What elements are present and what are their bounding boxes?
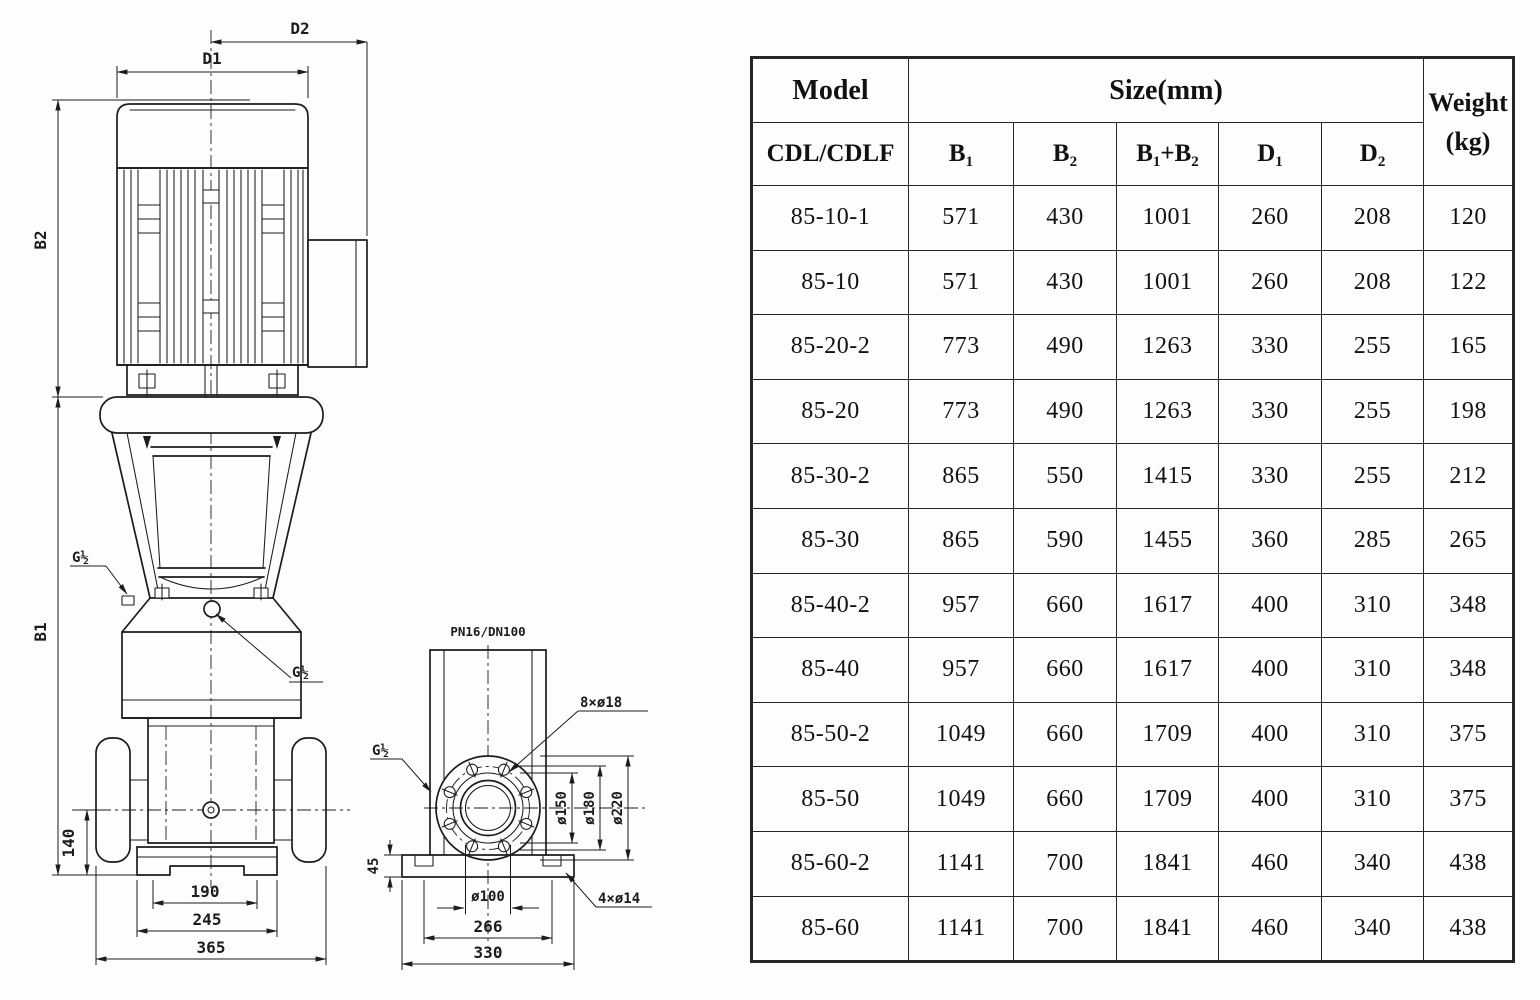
value-cell: 571 xyxy=(909,250,1014,315)
value-cell: 1617 xyxy=(1117,573,1219,638)
value-cell: 700 xyxy=(1014,896,1117,962)
model-cell: 85-60-2 xyxy=(752,831,909,896)
dim-label-d150: ø150 xyxy=(554,791,570,825)
value-cell: 340 xyxy=(1322,831,1424,896)
dim-label-d1: D1 xyxy=(202,49,222,68)
pump-shroud xyxy=(112,433,311,598)
value-cell: 660 xyxy=(1014,767,1117,832)
value-cell: 550 xyxy=(1014,444,1117,509)
port-label-g12-center: G½ xyxy=(292,665,309,681)
value-cell: 208 xyxy=(1322,186,1424,251)
value-cell: 571 xyxy=(909,186,1014,251)
model-cell: 85-40-2 xyxy=(752,573,909,638)
header-label-part: 1 xyxy=(1275,154,1283,170)
base-holes-label: 4×ø14 xyxy=(598,891,641,907)
model-header: Model xyxy=(752,58,909,123)
header-label-part: B xyxy=(1136,140,1153,167)
value-cell: 430 xyxy=(1014,186,1117,251)
bolt-holes-label: 8×ø18 xyxy=(580,695,623,711)
model-cell: 85-30-2 xyxy=(752,444,909,509)
value-cell: 165 xyxy=(1424,315,1514,380)
value-cell: 773 xyxy=(909,379,1014,444)
value-cell: 400 xyxy=(1219,638,1322,703)
coupling-bolts xyxy=(139,365,285,397)
table-row xyxy=(752,508,1514,573)
dim-label-d2: D2 xyxy=(290,19,310,38)
dim-label-d100: ø100 xyxy=(471,889,505,905)
dim-label-b1: B1 xyxy=(31,622,50,642)
value-cell: 400 xyxy=(1219,767,1322,832)
value-cell: 340 xyxy=(1322,896,1424,962)
value-cell: 310 xyxy=(1322,767,1424,832)
header-label-part: 1 xyxy=(1152,154,1161,170)
size-header: Size(mm) xyxy=(909,58,1424,123)
model-cell: 85-20 xyxy=(752,379,909,444)
value-cell: 438 xyxy=(1424,896,1514,962)
header-label-part: D xyxy=(1359,140,1378,167)
table-subheader-row xyxy=(752,123,1514,186)
value-cell: 430 xyxy=(1014,250,1117,315)
header-label-part: B xyxy=(948,140,966,167)
header-label-part: B xyxy=(1052,140,1070,167)
value-cell: 700 xyxy=(1014,831,1117,896)
pump-head xyxy=(122,584,301,718)
weight-header-line1: Weight xyxy=(1428,88,1508,117)
header-label-part: 2 xyxy=(1377,154,1386,170)
model-cell: 85-50 xyxy=(752,767,909,832)
dim-label-b2: B2 xyxy=(31,230,50,250)
value-cell: 375 xyxy=(1424,767,1514,832)
value-cell: 1141 xyxy=(909,831,1014,896)
header-label-part: 2 xyxy=(1069,154,1078,170)
table-row xyxy=(752,444,1514,509)
value-cell: 265 xyxy=(1424,508,1514,573)
head-vent-port xyxy=(204,601,220,617)
pump-technical-drawing xyxy=(0,0,740,1000)
port-label-g12-left: G½ xyxy=(72,550,89,566)
pump-base xyxy=(137,847,277,875)
header-label-part: +B xyxy=(1160,140,1192,167)
table-row xyxy=(752,573,1514,638)
value-cell: 310 xyxy=(1322,638,1424,703)
value-cell: 400 xyxy=(1219,573,1322,638)
dim-label-190: 190 xyxy=(190,882,220,901)
flange-view xyxy=(366,624,652,970)
model-cell: 85-40 xyxy=(752,638,909,703)
table-row xyxy=(752,702,1514,767)
value-cell: 957 xyxy=(909,638,1014,703)
dim-label-266: 266 xyxy=(473,917,503,936)
dim-label-d180: ø180 xyxy=(582,791,598,825)
value-cell: 255 xyxy=(1322,315,1424,380)
header-label-part: D xyxy=(1257,140,1276,167)
value-cell: 957 xyxy=(909,573,1014,638)
weight-header-line2: (kg) xyxy=(1445,127,1491,156)
spec-table-body xyxy=(752,186,1514,962)
value-cell: 660 xyxy=(1014,573,1117,638)
value-cell: 255 xyxy=(1322,379,1424,444)
table-row xyxy=(752,315,1514,380)
table-row xyxy=(752,831,1514,896)
value-cell: 438 xyxy=(1424,831,1514,896)
dim-label-245: 245 xyxy=(192,910,222,929)
weight-header xyxy=(1424,58,1514,186)
value-cell: 400 xyxy=(1219,702,1322,767)
value-cell: 330 xyxy=(1219,379,1322,444)
model-cell: 85-10-1 xyxy=(752,186,909,251)
spec-table xyxy=(750,56,1515,963)
model-cell: 85-50-2 xyxy=(752,702,909,767)
model-cell: 85-20-2 xyxy=(752,315,909,380)
value-cell: 208 xyxy=(1322,250,1424,315)
series-header: CDL/CDLF xyxy=(752,123,909,186)
value-cell: 1049 xyxy=(909,767,1014,832)
header-label-part: 2 xyxy=(1191,154,1199,170)
value-cell: 122 xyxy=(1424,250,1514,315)
value-cell: 212 xyxy=(1424,444,1514,509)
col-header-b1-plus-b2 xyxy=(1117,123,1219,186)
dim-label-365: 365 xyxy=(196,938,226,957)
value-cell: 865 xyxy=(909,444,1014,509)
terminal-box xyxy=(308,240,367,367)
value-cell: 1049 xyxy=(909,702,1014,767)
table-row xyxy=(752,186,1514,251)
value-cell: 1841 xyxy=(1117,831,1219,896)
value-cell: 1263 xyxy=(1117,379,1219,444)
col-header-d1 xyxy=(1219,123,1322,186)
value-cell: 348 xyxy=(1424,573,1514,638)
value-cell: 660 xyxy=(1014,702,1117,767)
table-row xyxy=(752,379,1514,444)
value-cell: 1141 xyxy=(909,896,1014,962)
flange-spec-label: PN16/DN100 xyxy=(450,624,526,639)
value-cell: 255 xyxy=(1322,444,1424,509)
col-header-d2 xyxy=(1322,123,1424,186)
value-cell: 460 xyxy=(1219,896,1322,962)
dim-label-330: 330 xyxy=(473,943,503,962)
value-cell: 590 xyxy=(1014,508,1117,573)
value-cell: 460 xyxy=(1219,831,1322,896)
value-cell: 260 xyxy=(1219,250,1322,315)
value-cell: 285 xyxy=(1322,508,1424,573)
flange-port-label-g12: G½ xyxy=(372,743,389,759)
value-cell: 1001 xyxy=(1117,186,1219,251)
value-cell: 348 xyxy=(1424,638,1514,703)
value-cell: 120 xyxy=(1424,186,1514,251)
header-label-part: 1 xyxy=(965,154,974,170)
value-cell: 360 xyxy=(1219,508,1322,573)
value-cell: 660 xyxy=(1014,638,1117,703)
value-cell: 330 xyxy=(1219,315,1322,380)
table-row xyxy=(752,767,1514,832)
col-header-b2 xyxy=(1014,123,1117,186)
value-cell: 1617 xyxy=(1117,638,1219,703)
value-cell: 198 xyxy=(1424,379,1514,444)
value-cell: 330 xyxy=(1219,444,1322,509)
value-cell: 1841 xyxy=(1117,896,1219,962)
dim-label-45: 45 xyxy=(366,857,382,875)
dim-label-d220: ø220 xyxy=(610,791,626,825)
value-cell: 1455 xyxy=(1117,508,1219,573)
table-row xyxy=(752,896,1514,962)
model-cell: 85-60 xyxy=(752,896,909,962)
value-cell: 375 xyxy=(1424,702,1514,767)
dim-label-140: 140 xyxy=(59,828,78,858)
value-cell: 1709 xyxy=(1117,767,1219,832)
value-cell: 490 xyxy=(1014,315,1117,380)
value-cell: 1263 xyxy=(1117,315,1219,380)
motor-stool-flange xyxy=(100,397,323,433)
value-cell: 260 xyxy=(1219,186,1322,251)
value-cell: 865 xyxy=(909,508,1014,573)
value-cell: 1001 xyxy=(1117,250,1219,315)
model-cell: 85-30 xyxy=(752,508,909,573)
value-cell: 773 xyxy=(909,315,1014,380)
main-elevation-view xyxy=(31,19,367,965)
value-cell: 310 xyxy=(1322,573,1424,638)
table-row xyxy=(752,638,1514,703)
table-row xyxy=(752,250,1514,315)
table-header-row xyxy=(752,58,1514,123)
value-cell: 490 xyxy=(1014,379,1117,444)
value-cell: 1709 xyxy=(1117,702,1219,767)
col-header-b1 xyxy=(909,123,1014,186)
spec-table-wrap xyxy=(750,56,1515,963)
value-cell: 310 xyxy=(1322,702,1424,767)
model-cell: 85-10 xyxy=(752,250,909,315)
value-cell: 1415 xyxy=(1117,444,1219,509)
